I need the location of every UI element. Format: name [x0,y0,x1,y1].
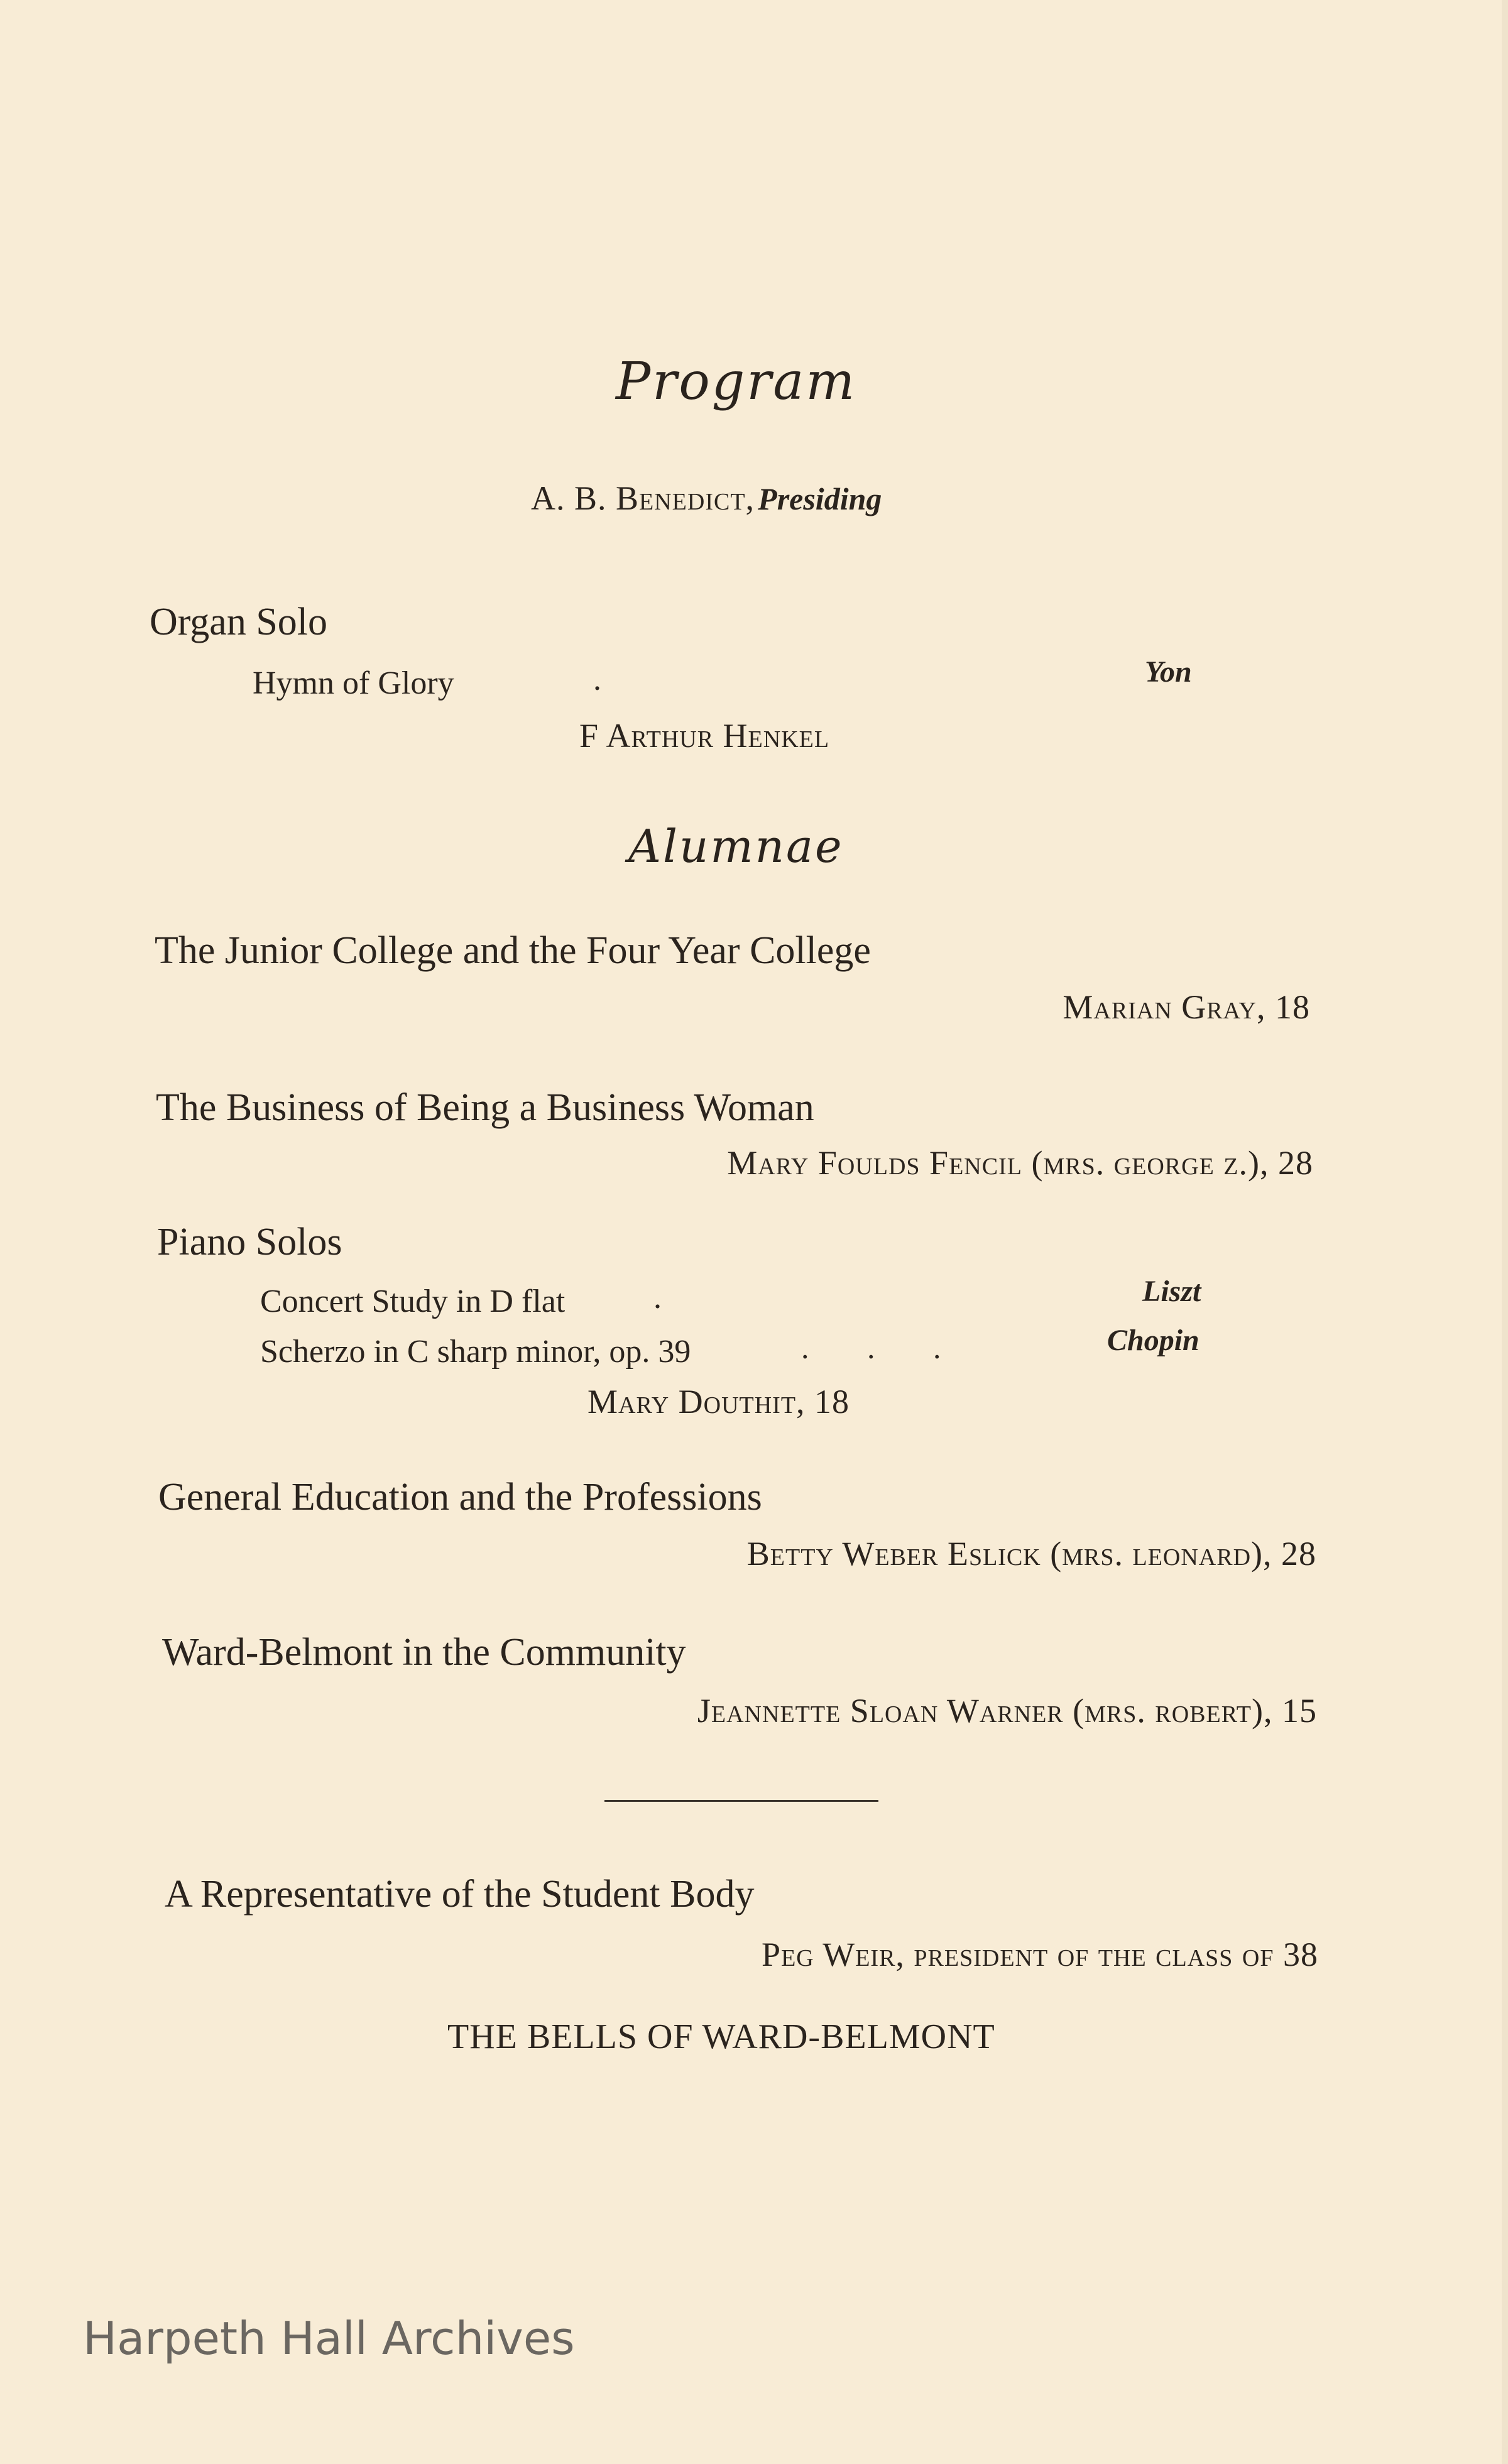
piano-performer: Mary Douthit, 18 [587,1383,850,1420]
piano-piece-composer: Chopin [1107,1324,1199,1357]
alumnae-title: Alumnae [628,820,844,873]
piano-piece-composer: Liszt [1142,1275,1201,1308]
closing-song: THE BELLS OF WARD-BELMONT [447,2017,995,2056]
presider-name: A. B. Benedict, [531,479,755,517]
piano-piece-dots: . [653,1280,662,1316]
piano-piece-title: Scherzo in C sharp minor, op. 39 [260,1334,691,1370]
talk-speaker: Marian Gray, 18 [1063,988,1310,1026]
piano-piece-title: Concert Study in D flat [260,1284,566,1319]
talk-title: The Business of Being a Business Woman [156,1086,814,1129]
talk-speaker: Jeannette Sloan Warner (mrs. robert), 15 [697,1692,1317,1730]
program-title: Program [616,352,857,412]
page-edge [1502,0,1508,2464]
organ-solo-performer: F Arthur Henkel [579,717,830,755]
talk-title: Ward-Belmont in the Community [162,1631,686,1674]
piano-solos-heading: Piano Solos [157,1221,342,1263]
talk-title: General Education and the Professions [158,1476,762,1518]
organ-solo-heading: Organ Solo [150,601,328,643]
talk-speaker: Betty Weber Eslick (mrs. leonard), 28 [746,1535,1316,1573]
organ-solo-composer: Yon [1145,655,1192,689]
talk-speaker: Mary Foulds Fencil (mrs. george z.), 28 [727,1144,1313,1182]
organ-solo-dots: . [593,662,601,697]
student-title: A Representative of the Student Body [165,1873,755,1916]
presider-role: Presiding [758,481,882,516]
presider-line [531,479,882,518]
student-speaker: Peg Weir, president of the class of 38 [762,1936,1318,1973]
archive-watermark: Harpeth Hall Archives [83,2312,575,2365]
section-divider [604,1800,878,1802]
piano-piece-dots: . . . [801,1330,966,1365]
talk-title: The Junior College and the Four Year College [155,929,871,972]
organ-solo-piece: Hymn of Glory [253,665,454,701]
